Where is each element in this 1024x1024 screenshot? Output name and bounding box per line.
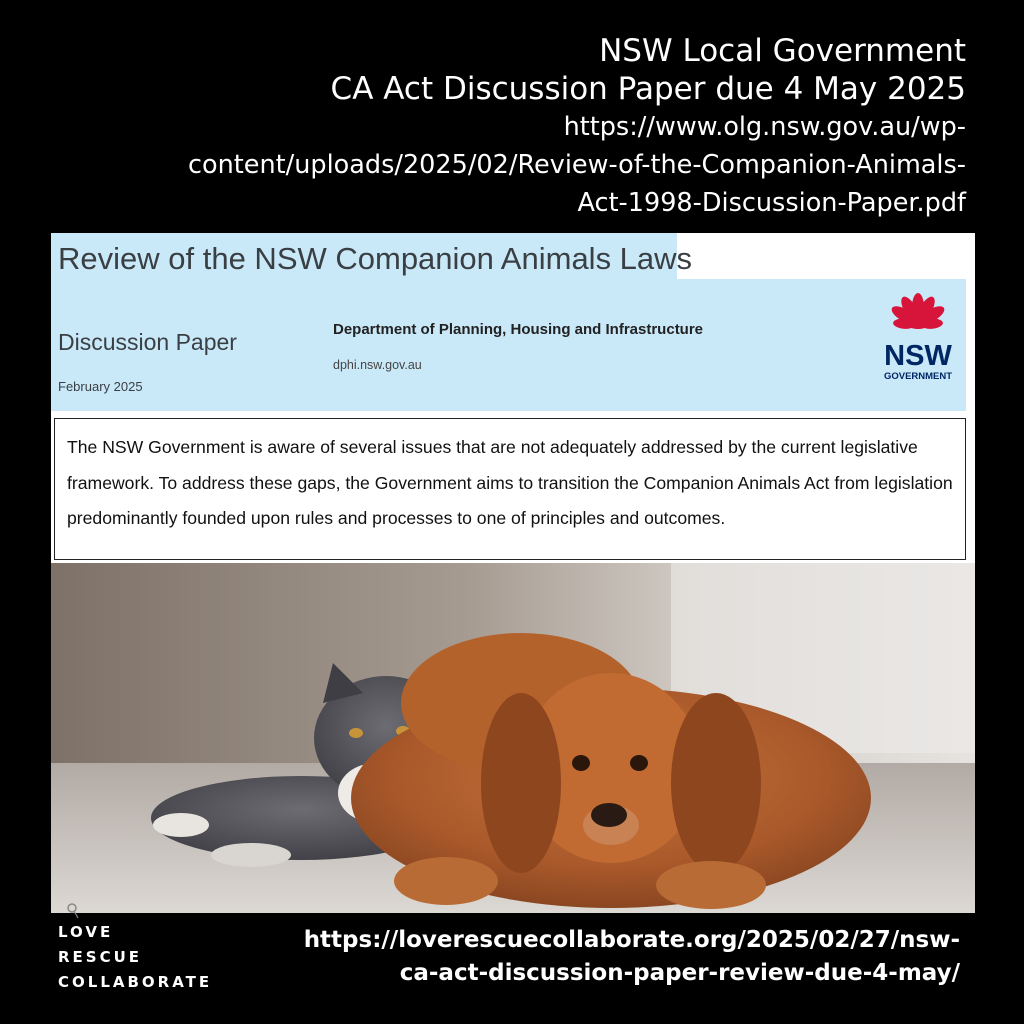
photo-illustration: [51, 563, 975, 913]
article-link-line[interactable]: ca-act-discussion-paper-review-due-4-may/: [399, 960, 960, 986]
header-url-line[interactable]: Act-1998-Discussion-Paper.pdf: [577, 188, 966, 218]
document-subtitle: Discussion Paper: [58, 329, 237, 355]
love-rescue-collaborate-logo: [58, 920, 212, 995]
cat-and-dog-photo: [51, 563, 975, 913]
header-url-line[interactable]: content/uploads/2025/02/Review-of-the-Companion-Animals-: [188, 150, 966, 180]
document-date: February 2025: [58, 379, 143, 394]
logo-line: COLLABORATE: [58, 973, 213, 991]
department-name: Department of Planning, Housing and Infrastructure: [333, 321, 704, 338]
header-title: NSW Local Government: [599, 33, 966, 69]
tag-heart-icon: [62, 902, 92, 930]
article-link-line[interactable]: https://loverescuecollaborate.org/2025/02/27/nsw-: [303, 927, 960, 953]
nsw-government-logo: [873, 291, 963, 387]
header-url-line[interactable]: https://www.olg.nsw.gov.au/wp-: [563, 112, 966, 142]
logo-line: LOVE: [58, 923, 114, 941]
header-subtitle: CA Act Discussion Paper due 4 May 2025: [330, 71, 966, 107]
article-link[interactable]: [200, 924, 960, 990]
quote-box: [54, 418, 966, 560]
quote-text: The NSW Government is aware of several issues that are not adequately addressed by the current legislative framework. To address these gaps, the Government aims to transition the Companion Animals Act from legislation predominantly founded upon rules and processes to one of principles and outcomes.: [67, 437, 953, 528]
logo-line: RESCUE: [58, 948, 143, 966]
waratah-icon: [889, 293, 947, 330]
header: [26, 32, 966, 222]
document-title: Review of the NSW Companion Animals Laws: [58, 241, 693, 276]
department-url: dphi.nsw.gov.au: [333, 358, 422, 372]
logo-nsw-text: NSW: [884, 340, 952, 372]
logo-government-text: GOVERNMENT: [883, 371, 953, 382]
